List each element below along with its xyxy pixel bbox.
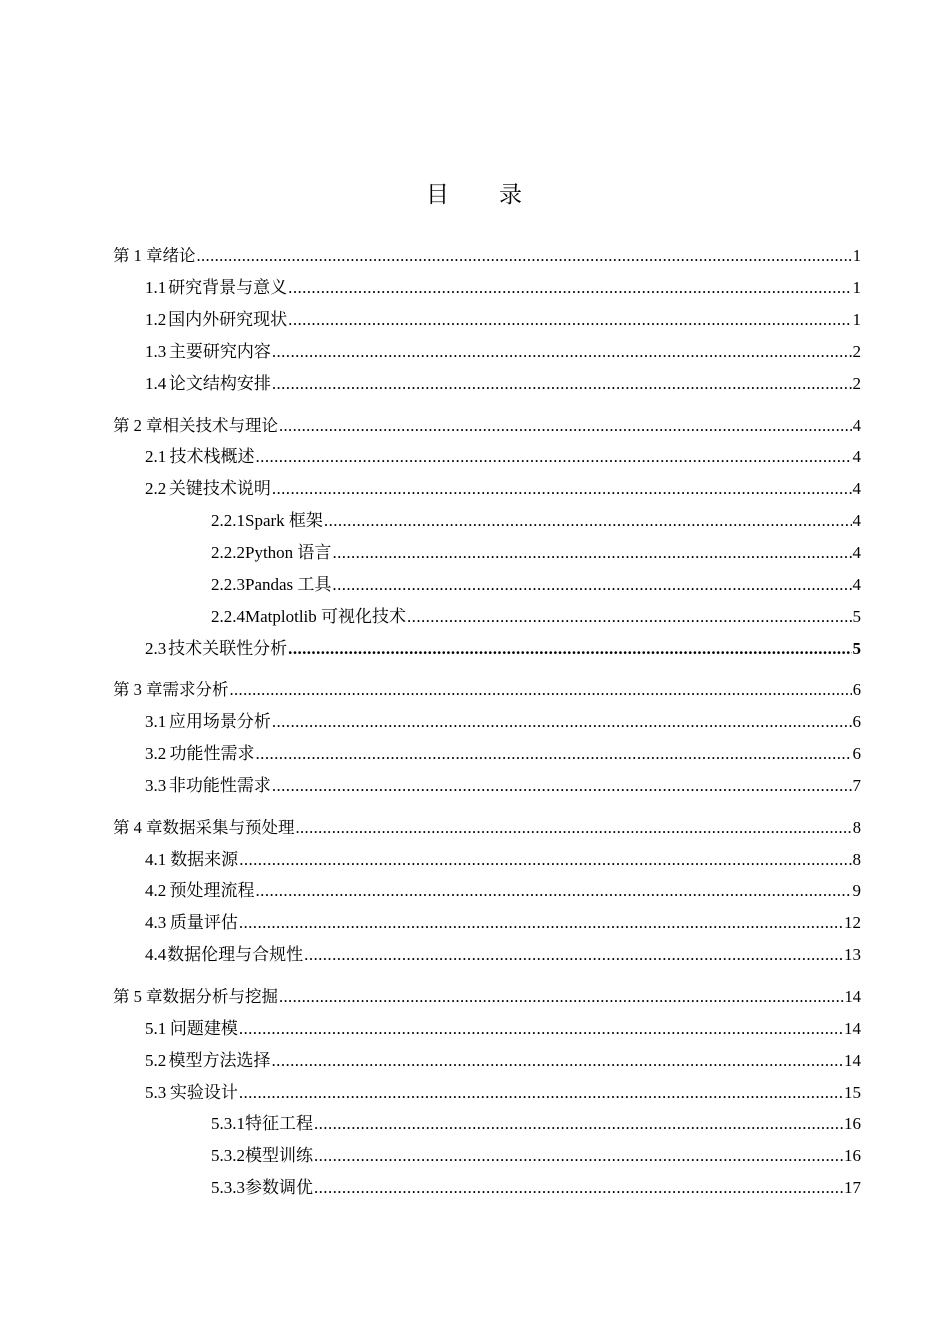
toc-entry-section-1-3[interactable] [145,340,861,364]
entry-page-number: 4 [852,479,861,498]
entry-title: 数据分析与挖掘 [162,987,278,1006]
entry-number: 5.1 [145,1019,167,1038]
toc-entry-chapter-3[interactable] [113,678,861,702]
entry-title: 关键技术说明 [168,479,271,498]
entry-number: 第 3 章 [113,680,163,699]
dot-leader [296,816,852,840]
entry-number: 1.2 [145,310,167,329]
toc-entry-section-5-2[interactable] [145,1049,861,1073]
entry-page-number: 1 [852,310,861,329]
entry-title: 功能性需求 [169,744,255,763]
entry-title: 模型方法选择 [168,1051,271,1070]
entry-number: 2.2.2 [211,543,245,562]
dot-leader [314,1112,843,1136]
toc-entry-section-4-4[interactable] [145,943,861,967]
dot-leader [256,445,852,469]
entry-number: 第 2 章 [113,416,163,435]
entry-number: 5.2 [145,1051,167,1070]
entry-page-number: 6 [852,712,861,731]
entry-page-number: 14 [844,1019,861,1038]
entry-number: 4.1 [145,850,167,869]
entry-number: 4.2 [145,881,167,900]
entry-title: 问题建模 [169,1019,238,1038]
entry-number: 1.4 [145,374,167,393]
toc-entry-subsection-2-2-3[interactable] [211,573,861,597]
toc-entry-section-3-3[interactable] [145,774,861,798]
toc-entry-subsection-5-3-1[interactable] [211,1112,861,1136]
entry-page-number: 5 [852,607,861,626]
toc-entry-subsection-2-2-1[interactable] [211,509,861,533]
toc-entry-section-3-1[interactable] [145,710,861,734]
toc-entry-chapter-1[interactable] [113,244,861,268]
entry-page-number: 7 [852,776,861,795]
toc-entry-subsection-5-3-2[interactable] [211,1144,861,1168]
entry-page-number: 4 [852,447,861,466]
dot-leader [272,340,852,364]
entry-page-number: 4 [852,511,861,530]
dot-leader [239,1017,843,1041]
entry-page-number: 12 [844,913,861,932]
entry-title: 特征工程 [245,1114,313,1133]
toc-entry-subsection-5-3-3[interactable] [211,1176,861,1200]
dot-leader [272,710,852,734]
entry-page-number: 2 [852,374,861,393]
entry-title: 研究背景与意义 [168,278,288,297]
entry-number: 2.2.4 [211,607,245,626]
toc-entry-section-4-1[interactable] [145,848,861,872]
entry-page-number: 16 [844,1146,861,1165]
entry-number: 4.3 [145,913,167,932]
entry-page-number: 4 [852,543,861,562]
dot-leader [288,637,851,661]
entry-title: 主要研究内容 [168,342,271,361]
toc-entry-section-4-2[interactable] [145,879,861,903]
toc-title [0,176,950,209]
entry-number: 2.1 [145,447,167,466]
dot-leader [332,573,851,597]
entry-title: 数据伦理与合规性 [167,945,304,964]
dot-leader [230,678,852,702]
entry-number: 5.3.1 [211,1114,245,1133]
toc-entry-chapter-5[interactable] [113,985,861,1009]
entry-title: 数据采集与预处理 [162,818,295,837]
dot-leader [332,541,851,565]
entry-page-number: 6 [852,744,861,763]
toc-entry-section-2-3[interactable] [145,637,861,661]
entry-title: Pandas 工具 [245,575,332,594]
entry-page-number: 16 [844,1114,861,1133]
entry-title: 技术关联性分析 [168,639,288,658]
dot-leader [288,308,851,332]
entry-page-number: 14 [844,1051,861,1070]
entry-title: 数据来源 [170,850,239,869]
entry-title: 国内外研究现状 [168,310,288,329]
entry-title: 质量评估 [169,913,238,932]
entry-page-number: 2 [852,342,861,361]
entry-number: 3.3 [145,776,167,795]
entry-number: 5.3.2 [211,1146,245,1165]
dot-leader [279,985,844,1009]
entry-page-number: 8 [852,818,861,837]
entry-title: 非功能性需求 [168,776,271,795]
entry-title: 论文结构安排 [168,374,271,393]
toc-title-char-1: 目 [426,182,451,207]
entry-title: 模型训练 [245,1146,313,1165]
entry-page-number: 6 [852,680,861,699]
dot-leader [272,774,852,798]
entry-page-number: 1 [852,246,861,265]
entry-number: 5.3.3 [211,1178,245,1197]
entry-number: 2.2.3 [211,575,245,594]
entry-page-number: 13 [844,945,861,964]
dot-leader [314,1144,843,1168]
entry-page-number: 4 [852,575,861,594]
toc-entry-section-4-3[interactable] [145,911,861,935]
toc-entry-section-5-3[interactable] [145,1081,861,1105]
dot-leader [288,276,851,300]
toc-entry-section-3-2[interactable] [145,742,861,766]
entry-title: 相关技术与理论 [162,416,278,435]
entry-title: 技术栈概述 [169,447,255,466]
toc-entry-section-1-1[interactable] [145,276,861,300]
entry-page-number: 1 [852,278,861,297]
entry-title: Python 语言 [245,543,332,562]
dot-leader [314,1176,843,1200]
entry-number: 第 1 章 [113,246,163,265]
entry-number: 2.2.1 [211,511,245,530]
toc-entry-subsection-2-2-4[interactable] [211,605,861,629]
entry-title: 需求分析 [162,680,229,699]
toc-entry-chapter-4[interactable] [113,816,861,840]
entry-number: 2.2 [145,479,167,498]
entry-number: 第 4 章 [113,818,163,837]
toc-entry-section-1-2[interactable] [145,308,861,332]
dot-leader [239,848,851,872]
entry-number: 第 5 章 [113,987,163,1006]
entry-title: 绪论 [162,246,196,265]
dot-leader [272,1049,843,1073]
dot-leader [324,509,852,533]
toc-entry-section-1-4[interactable] [145,372,861,396]
dot-leader [239,1081,843,1105]
entry-title: 实验设计 [169,1083,238,1102]
dot-leader [304,943,843,967]
toc-entry-chapter-2[interactable] [113,414,861,438]
entry-number: 4.4 [145,945,167,964]
dot-leader [272,477,852,501]
toc-entry-section-2-2[interactable] [145,477,861,501]
entry-page-number: 5 [852,639,861,658]
dot-leader [256,879,852,903]
entry-page-number: 8 [852,850,861,869]
dot-leader [407,605,851,629]
entry-page-number: 15 [844,1083,861,1102]
entry-page-number: 9 [852,881,861,900]
entry-title: 预处理流程 [169,881,255,900]
entry-page-number: 14 [844,987,861,1006]
entry-number: 2.3 [145,639,167,658]
entry-title: 参数调优 [245,1178,313,1197]
entry-number: 5.3 [145,1083,167,1102]
entry-title: Spark 框架 [245,511,323,530]
entry-number: 1.1 [145,278,167,297]
entry-number: 3.2 [145,744,167,763]
entry-number: 3.1 [145,712,167,731]
entry-title: Matplotlib 可视化技术 [245,607,407,626]
toc-title-char-2: 录 [499,182,524,207]
entry-number: 1.3 [145,342,167,361]
dot-leader [272,372,852,396]
entry-page-number: 4 [852,416,861,435]
toc-entry-section-5-1[interactable] [145,1017,861,1041]
dot-leader [197,244,852,268]
entry-title: 应用场景分析 [168,712,271,731]
toc-entry-section-2-1[interactable] [145,445,861,469]
dot-leader [279,414,852,438]
toc-entry-subsection-2-2-2[interactable] [211,541,861,565]
dot-leader [256,742,852,766]
entry-page-number: 17 [844,1178,861,1197]
dot-leader [239,911,843,935]
